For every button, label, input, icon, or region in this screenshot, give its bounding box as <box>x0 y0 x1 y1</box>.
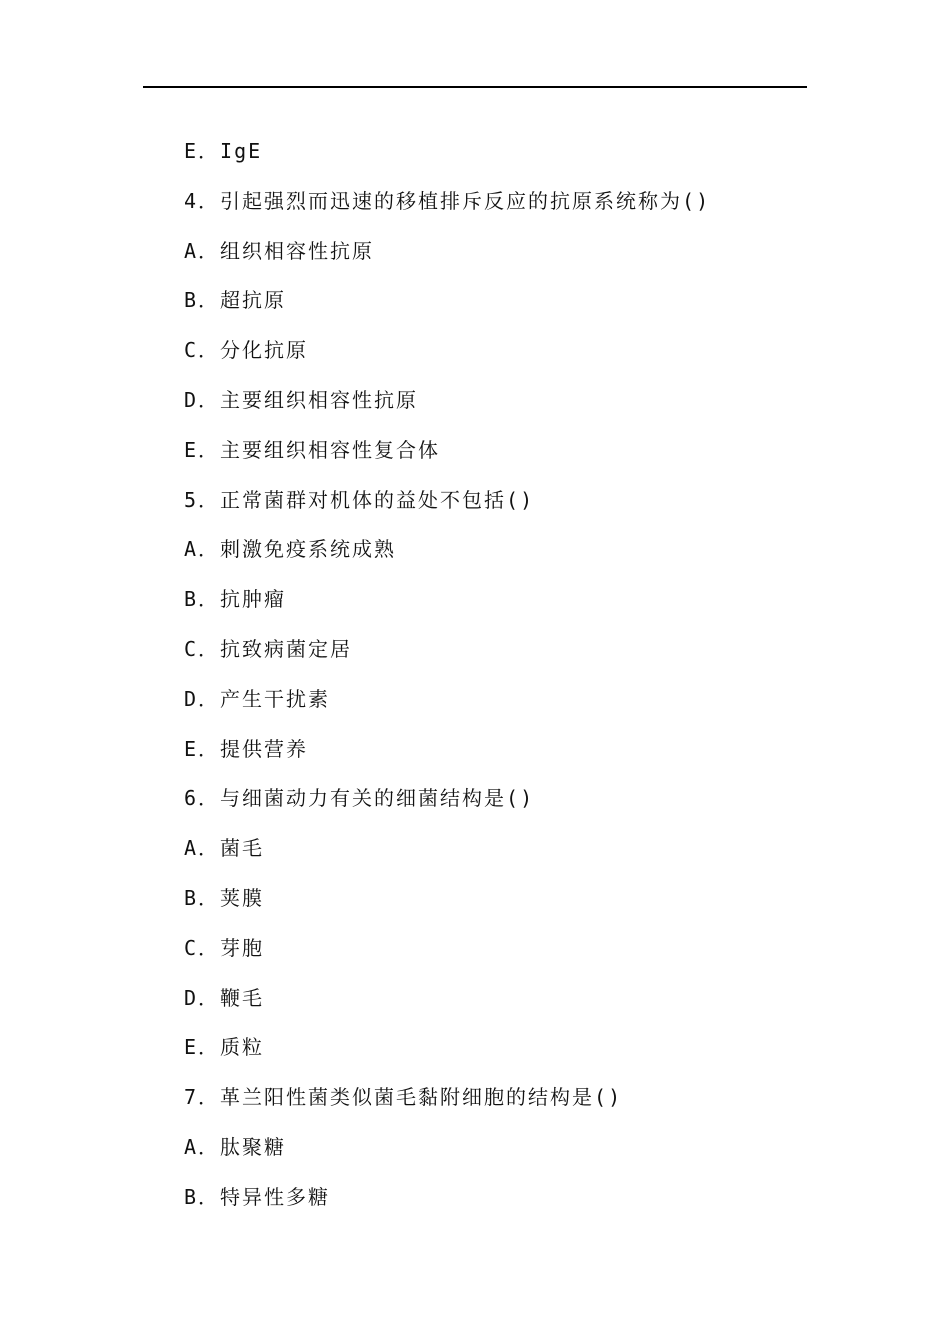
question-7: 7．革兰阳性菌类似菌毛黏附细胞的结构是() <box>184 1085 623 1110</box>
option-5e: E．提供营养 <box>184 736 309 761</box>
option-6c: C．芽胞 <box>184 935 265 960</box>
question-6: 6．与细菌动力有关的细菌结构是() <box>184 786 535 811</box>
option-4a: A．组织相容性抗原 <box>184 238 375 263</box>
option-6d: D．鞭毛 <box>184 985 265 1010</box>
document-body <box>184 136 824 1232</box>
option-4e-text: E．IgE <box>184 139 263 163</box>
option-6a: A．菌毛 <box>184 836 265 861</box>
option-7a: A．肽聚糖 <box>184 1134 287 1159</box>
option-6b: B．荚膜 <box>184 885 265 910</box>
option-5d: D．产生干扰素 <box>184 686 331 711</box>
option-5a: A．刺激免疫系统成熟 <box>184 537 397 562</box>
option-4c: C．分化抗原 <box>184 338 309 363</box>
option-5b: B．抗肿瘤 <box>184 587 287 612</box>
question-5: 5．正常菌群对机体的益处不包括() <box>184 487 535 512</box>
option-7b: B．特异性多糖 <box>184 1184 331 1209</box>
option-4d: D．主要组织相容性抗原 <box>184 387 419 412</box>
header-rule <box>143 86 807 88</box>
option-6e: E．质粒 <box>184 1035 265 1060</box>
option-5c: C．抗致病菌定居 <box>184 636 353 661</box>
option-4e: E．主要组织相容性复合体 <box>184 437 441 462</box>
option-4b: B．超抗原 <box>184 288 287 313</box>
question-4: 4．引起强烈而迅速的移植排斥反应的抗原系统称为() <box>184 188 711 213</box>
